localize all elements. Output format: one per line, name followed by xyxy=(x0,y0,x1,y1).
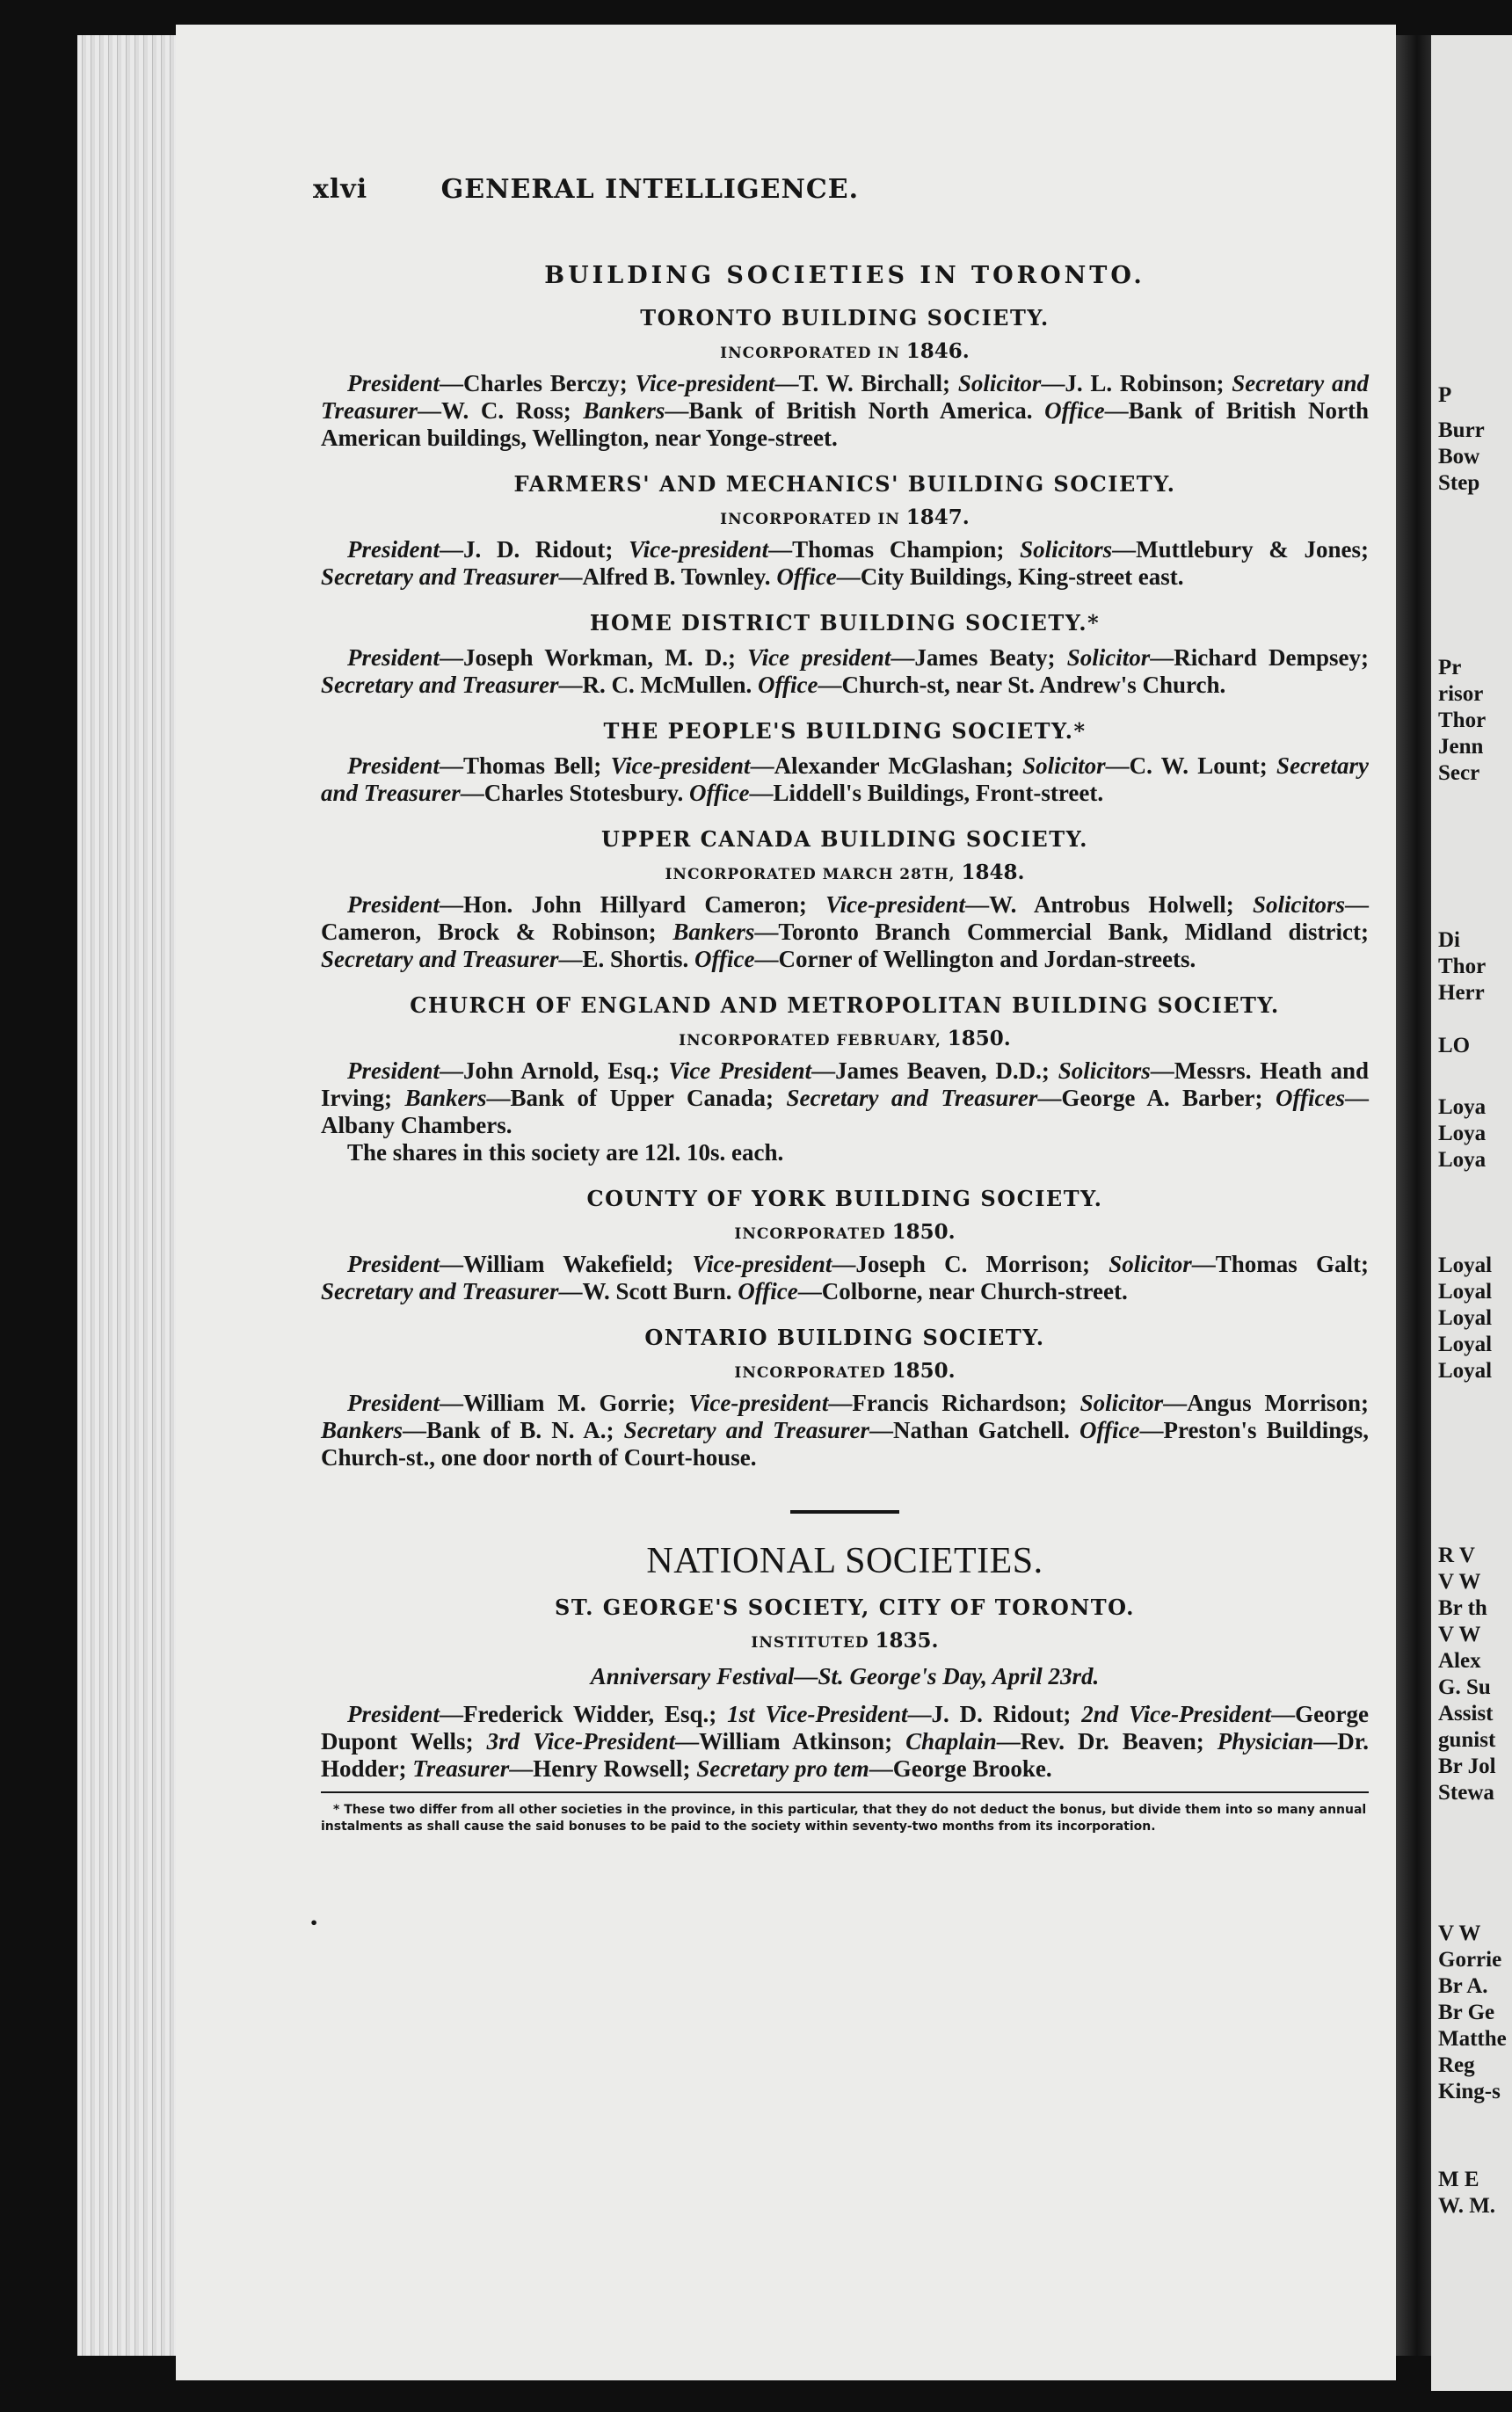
officer-role: 2nd Vice-President xyxy=(1081,1701,1272,1727)
officer-role: Secretary and Treasurer xyxy=(623,1417,869,1443)
facing-page-text: Di xyxy=(1438,928,1460,952)
officer-role: Solicitors xyxy=(1020,536,1113,563)
officer-text: —Colborne, near Church-street. xyxy=(797,1278,1128,1304)
officer-role: Office xyxy=(1079,1417,1140,1443)
incorporated-line xyxy=(321,339,1369,363)
officer-role: 1st Vice-President xyxy=(727,1701,908,1727)
officer-text: —Dr. Hodder; xyxy=(321,1728,1370,1782)
facing-page-text: M E xyxy=(1438,2168,1479,2191)
incorporated-line xyxy=(321,1027,1369,1050)
officer-text: —W. Antrobus Holwell; xyxy=(965,891,1253,918)
officer-role: Vice-president xyxy=(688,1390,829,1416)
officer-role: Treasurer xyxy=(412,1755,510,1782)
officer-text: —George Dupont Wells; xyxy=(321,1701,1370,1755)
officer-role: Chaplain xyxy=(905,1728,997,1755)
officer-text: —Bank of B. N. A.; xyxy=(403,1417,624,1443)
society-name: TORONTO BUILDING SOCIETY. xyxy=(640,305,1050,331)
facing-page-text: gunist xyxy=(1438,1728,1496,1752)
officer-text: —William M. Gorrie; xyxy=(440,1390,689,1416)
officer-role: President xyxy=(347,752,440,779)
facing-page-text: Br A. xyxy=(1438,1974,1488,1998)
page-number: xlvi xyxy=(313,174,368,205)
society-name: UPPER CANADA BUILDING SOCIETY. xyxy=(601,826,1088,852)
society-entry xyxy=(321,610,1369,699)
society-name: ONTARIO BUILDING SOCIETY. xyxy=(644,1325,1045,1350)
facing-page-text: Loyal xyxy=(1438,1280,1493,1304)
officer-role: Vice-president xyxy=(610,752,751,779)
officer-role: President xyxy=(347,1701,440,1727)
society-entry xyxy=(321,305,1369,452)
society-name: HOME DISTRICT BUILDING SOCIETY.* xyxy=(589,610,1101,636)
society-officers-paragraph xyxy=(321,1701,1369,1783)
officer-text: —T. W. Birchall; xyxy=(774,370,958,396)
society-entry xyxy=(321,992,1369,1166)
officer-role: 3rd Vice-President xyxy=(486,1728,676,1755)
incorporated-line xyxy=(321,861,1369,884)
officer-text: —Alexander McGlashan; xyxy=(750,752,1023,779)
officer-text: —C. W. Lount; xyxy=(1105,752,1277,779)
facing-page-text: King-s xyxy=(1438,2080,1501,2103)
incorporated-year: 1850. xyxy=(947,1027,1011,1050)
officer-text: —Francis Richardson; xyxy=(828,1390,1080,1416)
society-entry xyxy=(321,826,1369,973)
facing-page-text: W. M. xyxy=(1438,2194,1496,2218)
officer-role: Solicitor xyxy=(1022,752,1106,779)
officer-text: —Church-st, near St. Andrew's Church. xyxy=(818,672,1226,698)
facing-page-text: Stewa xyxy=(1438,1781,1494,1805)
officer-text: —Corner of Wellington and Jordan-streets. xyxy=(754,946,1196,972)
incorporated-year: 1850. xyxy=(891,1359,956,1383)
officer-role: Office xyxy=(689,780,750,806)
officer-text: —Liddell's Buildings, Front-street. xyxy=(749,780,1104,806)
facing-page-text: G. Su xyxy=(1438,1675,1491,1699)
facing-page-text: risor xyxy=(1438,682,1484,706)
facing-page-text: Loyal xyxy=(1438,1359,1493,1383)
facing-page-text: Secr xyxy=(1438,761,1480,785)
society-officers-paragraph xyxy=(321,1251,1369,1305)
incorporated-prefix: INCORPORATED MARCH 28TH, xyxy=(665,866,962,883)
officer-text: —William Wakefield; xyxy=(440,1251,693,1277)
facing-page-text: Bow xyxy=(1438,445,1480,469)
footnote: * These two differ from all other societies in the province, in this particular, that they do not deduct the bonus, but divide them into so many annual instalments as shall cause the said bonuses to be paid to the society within seventy-two months from its incorporation. xyxy=(321,1803,1367,1834)
incorporated-line xyxy=(321,1359,1369,1383)
officer-text: —James Beaven, D.D.; xyxy=(811,1057,1058,1084)
society-name: THE PEOPLE'S BUILDING SOCIETY.* xyxy=(603,718,1087,744)
officer-text: —Thomas Champion; xyxy=(768,536,1021,563)
incorporated-prefix: INCORPORATED FEBRUARY, xyxy=(679,1032,948,1050)
officer-role: Secretary and Treasurer xyxy=(321,1278,559,1304)
officer-text: —Joseph C. Morrison; xyxy=(832,1251,1109,1277)
officer-role: President xyxy=(347,1390,440,1416)
running-head xyxy=(313,174,859,205)
officer-role: Secretary pro tem xyxy=(696,1755,869,1782)
facing-page-text: Loyal xyxy=(1438,1333,1493,1356)
national-societies-title: NATIONAL SOCIETIES. xyxy=(646,1541,1043,1581)
instituted-year: 1835. xyxy=(875,1629,939,1653)
officer-text: —Preston's Buildings, Church-st., one door north of Court-house. xyxy=(321,1417,1369,1471)
officer-text: —William Atkinson; xyxy=(675,1728,906,1755)
society-name: FARMERS' AND MECHANICS' BUILDING SOCIETY. xyxy=(513,471,1176,497)
officer-role: Office xyxy=(738,1278,798,1304)
officer-role: Office xyxy=(757,672,818,698)
society-officers-paragraph xyxy=(321,644,1369,699)
book-page-edges xyxy=(77,35,181,2356)
running-head-title: GENERAL INTELLIGENCE. xyxy=(440,174,860,205)
facing-page-text: Loyal xyxy=(1438,1253,1493,1277)
officer-text: —J. D. Ridout; xyxy=(440,536,629,563)
society-entry xyxy=(321,471,1369,591)
facing-page-text: Herr xyxy=(1438,981,1485,1005)
society-entry xyxy=(321,1186,1369,1305)
officer-text: —Joseph Workman, M. D.; xyxy=(440,644,748,671)
officer-role: Bankers xyxy=(404,1085,487,1111)
facing-page-text: Matthe xyxy=(1438,2027,1507,2051)
section-divider xyxy=(790,1510,899,1514)
incorporated-prefix: INCORPORATED IN xyxy=(720,345,906,362)
officer-role: Vice president xyxy=(747,644,891,671)
incorporated-year: 1847. xyxy=(905,505,970,529)
officer-text: —E. Shortis. xyxy=(558,946,695,972)
incorporated-prefix: INCORPORATED xyxy=(734,1364,892,1382)
officer-role: Bankers xyxy=(583,397,665,424)
officer-text: —Toronto Branch Commercial Bank, Midland district; xyxy=(754,919,1369,945)
officer-role: Secretary and Treasurer xyxy=(786,1085,1038,1111)
facing-page-text: Thor xyxy=(1438,708,1487,732)
facing-page-text: Loyal xyxy=(1438,1306,1493,1330)
facing-page-text: Loya xyxy=(1438,1148,1487,1172)
officer-role: Vice-president xyxy=(825,891,966,918)
facing-page-text: Br Jol xyxy=(1438,1755,1496,1778)
officer-role: Vice-president xyxy=(692,1251,832,1277)
section-title: BUILDING SOCIETIES IN TORONTO. xyxy=(544,262,1145,289)
officer-text: —Thomas Bell; xyxy=(440,752,611,779)
society-officers-paragraph xyxy=(321,370,1369,452)
facing-page-text: Pr xyxy=(1438,656,1462,679)
officer-role: President xyxy=(347,370,440,396)
officer-role: Solicitor xyxy=(1066,644,1151,671)
officer-role: Physician xyxy=(1217,1728,1314,1755)
officer-text: —John Arnold, Esq.; xyxy=(440,1057,669,1084)
facing-page-text: V W xyxy=(1438,1570,1481,1594)
society-entry xyxy=(321,718,1369,807)
officer-role: Office xyxy=(776,563,837,590)
officer-role: Vice-president xyxy=(629,536,769,563)
incorporated-year: 1848. xyxy=(961,861,1025,884)
officer-role: Secretary and Treasurer xyxy=(321,946,559,972)
margin-mark: • xyxy=(309,1914,319,1931)
book-gutter xyxy=(1396,35,1431,2356)
officer-text: —Bank of British North America. xyxy=(665,397,1045,424)
society-name: ST. GEORGE'S SOCIETY, CITY OF TORONTO. xyxy=(555,1595,1135,1620)
officer-text: —J. D. Ridout; xyxy=(907,1701,1082,1727)
incorporated-year: 1850. xyxy=(891,1220,956,1244)
officer-text: —Hon. John Hillyard Cameron; xyxy=(440,891,826,918)
facing-page-fragment xyxy=(1431,35,1512,2391)
officer-role: Vice President xyxy=(668,1057,812,1084)
facing-page-text: R V xyxy=(1438,1544,1475,1567)
officer-role: Secretary and Treasurer xyxy=(321,672,559,698)
instituted-prefix: INSTITUTED xyxy=(751,1634,869,1652)
officer-text: —James Beaty; xyxy=(890,644,1067,671)
officer-text: —Bank of British North American buildings, Wellington, near Yonge-street. xyxy=(321,397,1369,451)
officer-role: Solicitor xyxy=(1079,1390,1164,1416)
officer-text: —George A. Barber; xyxy=(1037,1085,1276,1111)
officer-text: —Angus Morrison; xyxy=(1163,1390,1369,1416)
officer-role: President xyxy=(347,536,440,563)
officer-text: —R. C. McMullen. xyxy=(558,672,758,698)
officer-text: —Cameron, Brock & Robinson; xyxy=(321,891,1369,945)
society-officers-paragraph xyxy=(321,536,1369,591)
facing-page-text: Loya xyxy=(1438,1122,1487,1145)
incorporated-line xyxy=(321,1220,1369,1244)
facing-page-text: Br th xyxy=(1438,1596,1487,1620)
officer-role: Office xyxy=(1044,397,1105,424)
officer-text: —Messrs. Heath and Irving; xyxy=(321,1057,1370,1111)
facing-page-text: Thor xyxy=(1438,955,1487,978)
facing-page-text: V W xyxy=(1438,1922,1481,1945)
incorporated-prefix: INCORPORATED xyxy=(734,1225,892,1243)
facing-page-text: Alex xyxy=(1438,1649,1481,1673)
society-officers-paragraph xyxy=(321,1057,1369,1139)
officer-text: —Muttlebury & Jones; xyxy=(1112,536,1369,563)
officer-text: —Rev. Dr. Beaven; xyxy=(996,1728,1218,1755)
facing-page-text: Loya xyxy=(1438,1095,1487,1119)
officer-text: —Albany Chambers. xyxy=(321,1085,1369,1138)
officer-role: President xyxy=(347,644,440,671)
incorporated-line xyxy=(321,505,1369,529)
festival-line: Anniversary Festival—St. George's Day, April 23rd. xyxy=(590,1663,1100,1689)
officer-text: —Charles Stotesbury. xyxy=(460,780,690,806)
officer-role: Bankers xyxy=(321,1417,403,1443)
officer-role: Vice-president xyxy=(635,370,775,396)
page-content xyxy=(321,262,1369,1835)
society-officers-paragraph xyxy=(321,1390,1369,1471)
society-name: COUNTY OF YORK BUILDING SOCIETY. xyxy=(586,1186,1103,1211)
facing-page-text: Step xyxy=(1438,471,1480,495)
officer-text: —W. Scott Burn. xyxy=(558,1278,738,1304)
facing-page-text: Gorrie xyxy=(1438,1948,1502,1972)
officer-role: Secretary and Treasurer xyxy=(321,370,1369,424)
officer-text: —Richard Dempsey; xyxy=(1150,644,1369,671)
officer-role: Secretary and Treasurer xyxy=(321,563,559,590)
officer-text: —J. L. Robinson; xyxy=(1041,370,1232,396)
facing-page-text: P xyxy=(1438,383,1452,407)
officer-text: —Frederick Widder, Esq.; xyxy=(440,1701,728,1727)
officer-role: Solicitors xyxy=(1058,1057,1151,1084)
officer-role: Solicitor xyxy=(1109,1251,1192,1277)
officer-role: President xyxy=(347,891,440,918)
facing-page-text: LO xyxy=(1438,1034,1471,1057)
officer-role: Office xyxy=(694,946,755,972)
officer-role: President xyxy=(347,1057,440,1084)
officer-text: —City Buildings, King-street east. xyxy=(836,563,1184,590)
facing-page-text: Br Ge xyxy=(1438,2001,1495,2024)
officer-role: Bankers xyxy=(672,919,755,945)
officer-text: —Nathan Gatchell. xyxy=(869,1417,1080,1443)
society-officers-paragraph xyxy=(321,891,1369,973)
officer-role: Secretary and Treasurer xyxy=(321,752,1370,806)
officer-role: Offices xyxy=(1276,1085,1345,1111)
officer-text: —Bank of Upper Canada; xyxy=(486,1085,787,1111)
instituted-line xyxy=(321,1629,1369,1653)
incorporated-prefix: INCORPORATED IN xyxy=(720,511,906,528)
officer-role: President xyxy=(347,1251,440,1277)
facing-page-text: Reg xyxy=(1438,2053,1475,2077)
facing-page-text: Burr xyxy=(1438,418,1485,442)
officer-text: —Thomas Galt; xyxy=(1191,1251,1369,1277)
building-societies-list xyxy=(321,305,1369,1471)
footnote-rule xyxy=(321,1791,1369,1793)
society-note: The shares in this society are 12l. 10s. each. xyxy=(347,1139,784,1166)
society-name: CHURCH OF ENGLAND AND METROPOLITAN BUILDING SOCIETY. xyxy=(410,992,1280,1018)
society-officers-paragraph xyxy=(321,752,1369,807)
facing-page-text: V W xyxy=(1438,1623,1481,1646)
society-entry xyxy=(321,1325,1369,1471)
officer-text: —Henry Rowsell; xyxy=(509,1755,697,1782)
officer-role: Solicitor xyxy=(957,370,1042,396)
officer-role: Solicitors xyxy=(1252,891,1345,918)
officer-text: —W. C. Ross; xyxy=(418,397,584,424)
facing-page-text: Jenn xyxy=(1438,735,1484,759)
officer-text: —George Brooke. xyxy=(869,1755,1052,1782)
officer-text: —Alfred B. Townley. xyxy=(558,563,777,590)
incorporated-year: 1846. xyxy=(905,339,970,363)
officer-text: —Charles Berczy; xyxy=(440,370,636,396)
facing-page-text: Assist xyxy=(1438,1702,1494,1725)
